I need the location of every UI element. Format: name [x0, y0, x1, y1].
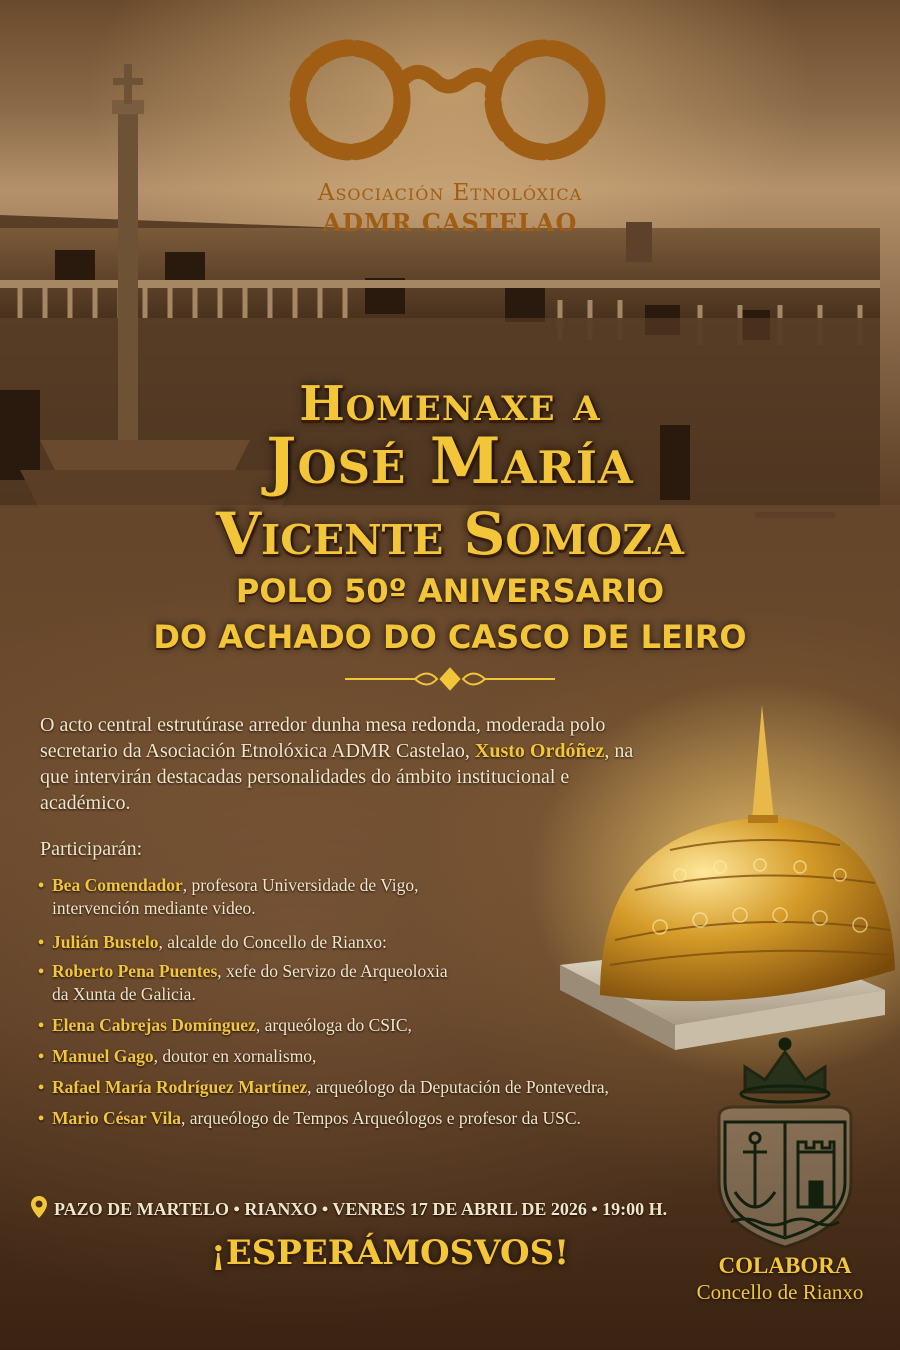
- logo-text-name: ADMR CASTELAO: [322, 208, 578, 237]
- bullet-icon: •: [38, 1108, 45, 1128]
- participant-name: Julián Bustelo: [52, 932, 159, 952]
- bullet-icon: •: [38, 1015, 45, 1035]
- participant-role-cont: intervención mediante video.: [52, 898, 256, 918]
- participant-role: , arqueólogo da Deputación de Pontevedra,: [307, 1077, 609, 1097]
- intro-paragraph: [40, 712, 650, 816]
- bullet-icon: •: [38, 1077, 45, 1097]
- participant-name: Roberto Pena Puentes: [52, 961, 218, 981]
- bullet-icon: •: [38, 875, 45, 895]
- subtitle-anniversary: POLO 50º ANIVERSARIO: [235, 572, 665, 610]
- spectacles-logo-icon: [275, 20, 625, 180]
- divider-ornament-icon: [345, 664, 555, 694]
- collaborator-label: COLABORA: [718, 1253, 852, 1278]
- association-logo: [275, 20, 625, 237]
- title-line-surname: Vicente Somoza: [216, 500, 684, 568]
- participant-role: , xefe do Servizo de Arqueoloxia: [217, 961, 448, 981]
- title-line-homenaxe: Homenaxe a: [299, 376, 601, 432]
- logo-text-association: Asociación Etnolóxica: [317, 180, 583, 206]
- intro-text-part1: O acto central estrutúrase arredor dunha mesa redonda, moderada polo secretario da Asociación Etnolóxica ADMR Castelao,: [40, 714, 606, 762]
- collaborator-name: Concello de Rianxo: [696, 1280, 864, 1304]
- participant-name: Rafael María Rodríguez Martínez: [52, 1077, 308, 1097]
- list-item: [38, 960, 678, 1006]
- participant-role: , alcalde do Concello de Rianxo:: [158, 932, 387, 952]
- participant-name: Manuel Gago: [52, 1046, 154, 1066]
- participant-role: , doutor en xornalismo,: [153, 1046, 317, 1066]
- bullet-icon: •: [38, 1046, 45, 1066]
- list-item: [38, 1014, 678, 1037]
- bullet-icon: •: [38, 932, 45, 952]
- list-item: [38, 931, 678, 954]
- list-item: [38, 1045, 678, 1068]
- list-item: [38, 1076, 678, 1099]
- moderator-name: Xusto Ordóñez: [474, 740, 605, 762]
- participant-role: , profesora Universidade de Vigo,: [182, 875, 419, 895]
- participants-list: [38, 874, 678, 1130]
- participant-role: , arqueólogo de Tempos Arqueólogos e profesor da USC.: [180, 1108, 581, 1128]
- list-item: [38, 874, 678, 920]
- participant-role: , arqueóloga do CSIC,: [255, 1015, 412, 1035]
- subtitle-discovery: DO ACHADO DO CASCO DE LEIRO: [153, 618, 747, 656]
- participant-name: Bea Comendador: [52, 875, 183, 895]
- event-details: [30, 1195, 730, 1220]
- bullet-icon: •: [38, 961, 45, 981]
- title-line-name: José María: [266, 424, 634, 499]
- participant-name: Mario César Vila: [52, 1108, 181, 1128]
- intro-text-part2: , na que intervirán destacadas personalidades do ámbito institucional e académico.: [40, 740, 634, 814]
- event-details-text: PAZO DE MARTELO • RIANXO • VENRES 17 DE ABRIL DE 2026 • 19:00 H.: [54, 1199, 668, 1219]
- call-to-action: ¡ESPERÁMOSVOS!: [210, 1233, 570, 1273]
- participants-heading: Participarán:: [40, 838, 143, 860]
- location-pin-icon: [30, 1195, 48, 1219]
- participant-role-cont: da Xunta de Galicia.: [52, 984, 196, 1004]
- participant-name: Elena Cabrejas Domínguez: [52, 1015, 256, 1035]
- list-item: [38, 1107, 678, 1130]
